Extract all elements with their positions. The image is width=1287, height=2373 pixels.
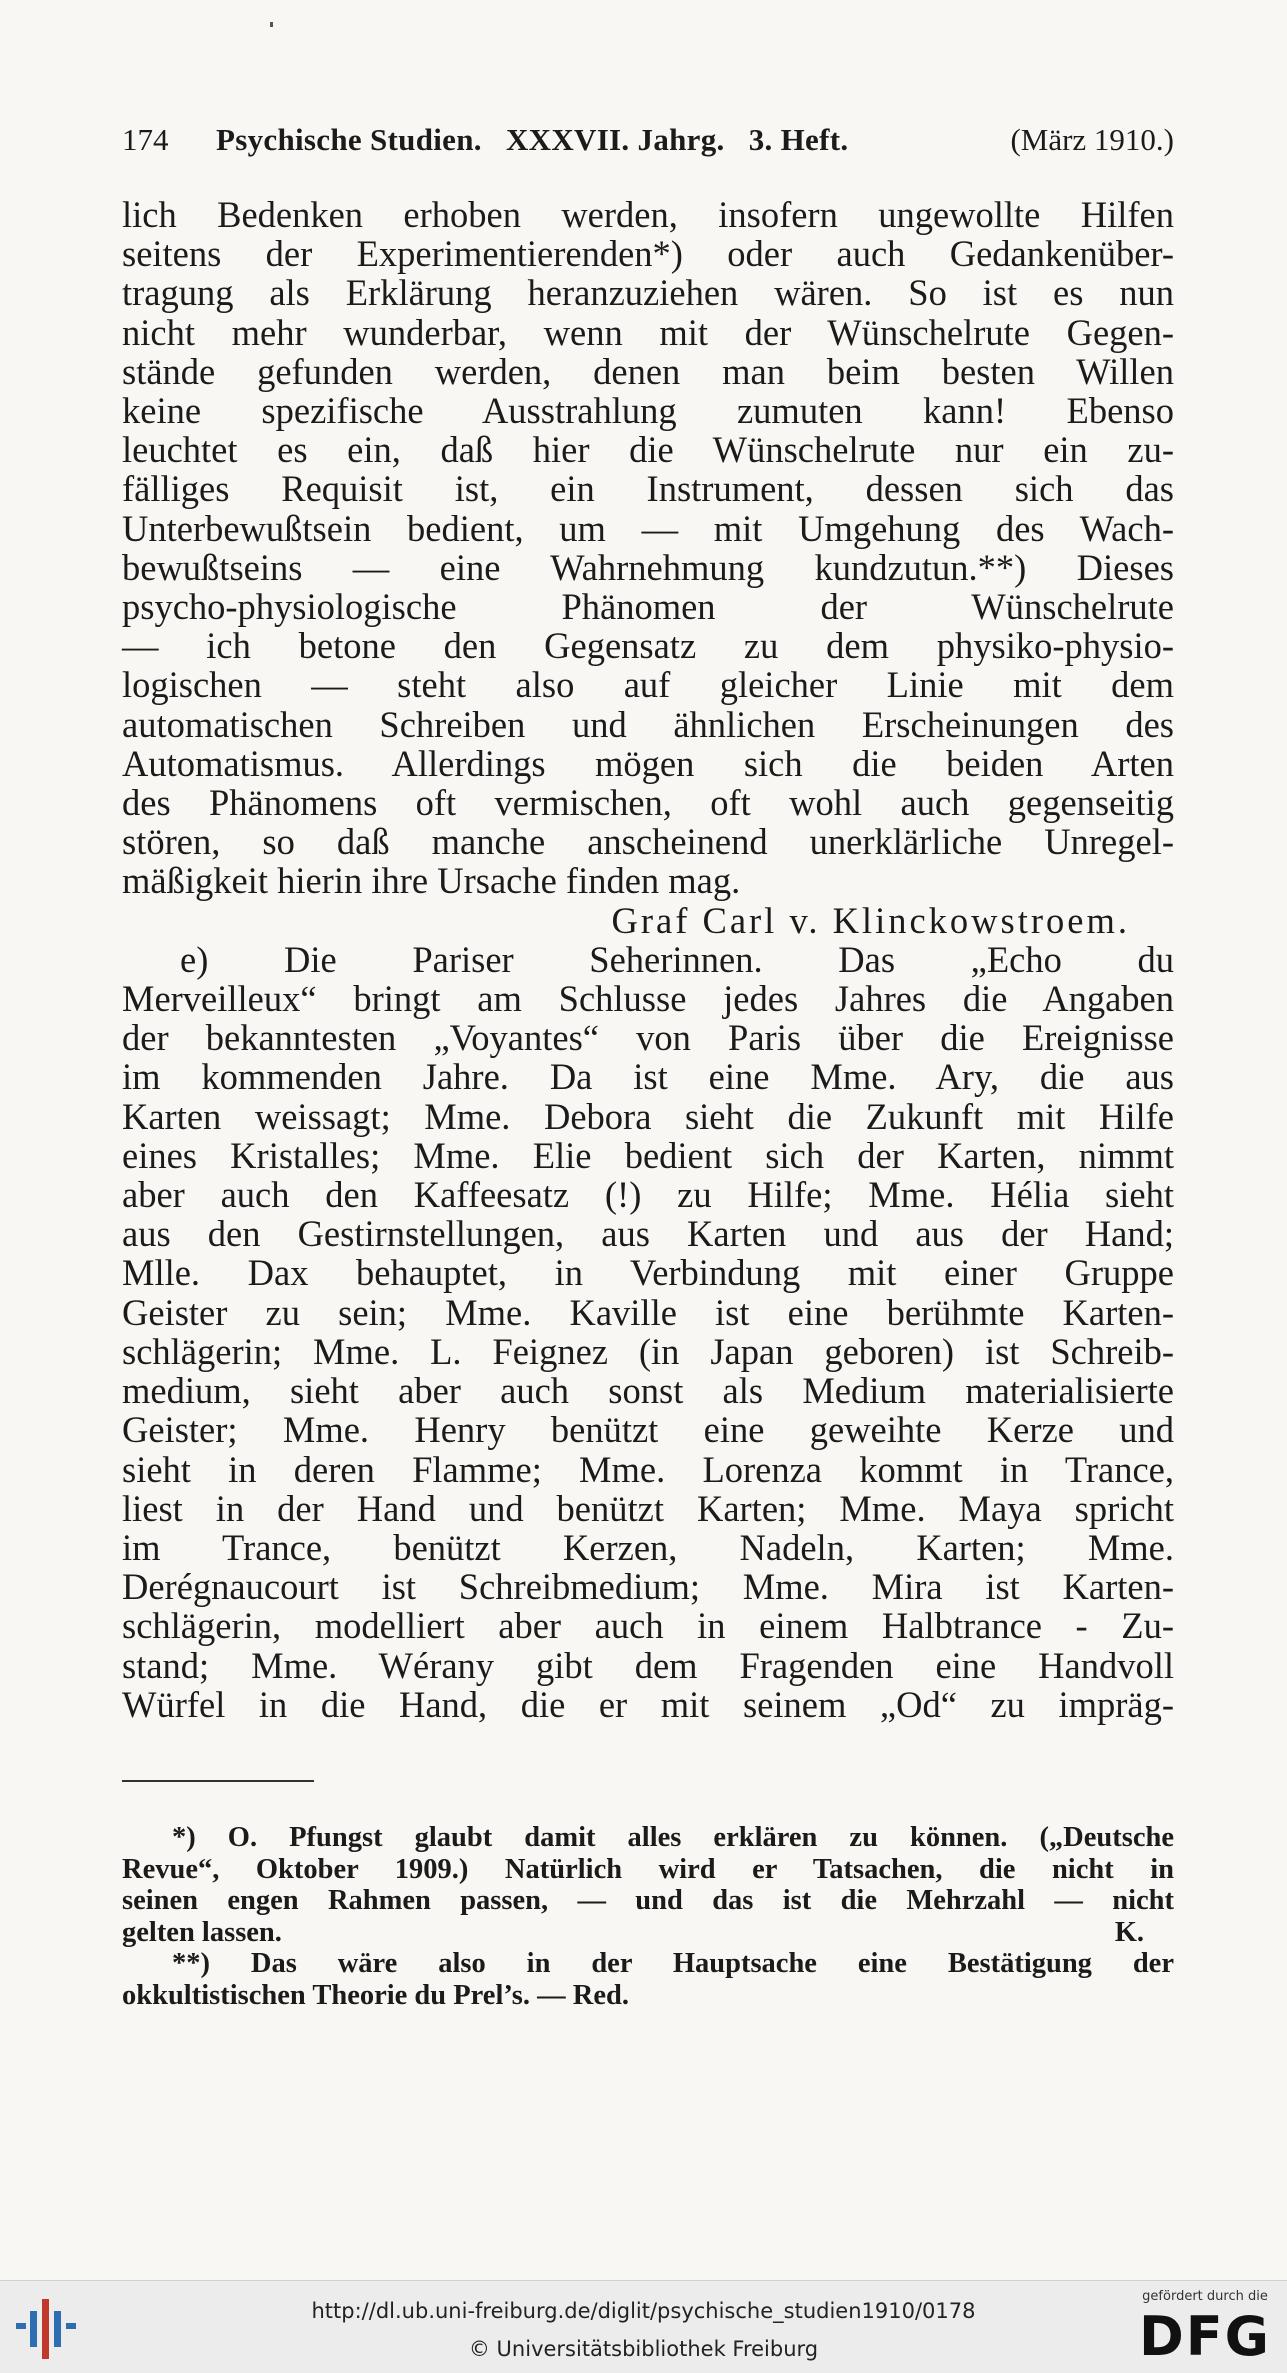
text-line: automatischen Schreiben und ähnlichen Erscheinungen des	[122, 703, 1174, 745]
text-line: — ich betone den Gegensatz zu dem physiko-physio-	[122, 625, 1174, 667]
text-line: Geister zu sein; Mme. Kaville ist eine berühmte Karten-	[122, 1291, 1174, 1333]
text-line: Merveilleux“ bringt am Schlusse jedes Jahres die Angaben	[122, 978, 1174, 1020]
journal-title: Psychische Studien. XXXVII. Jahrg. 3. Heft.	[216, 122, 849, 157]
author-signature: Graf Carl v. Klinckowstroem.	[611, 899, 1130, 941]
text-line: Geister; Mme. Henry benützt eine geweihte Kerze und	[122, 1409, 1174, 1451]
text-line: schlägerin; Mme. L. Feignez (in Japan geboren) ist Schreib-	[122, 1330, 1174, 1372]
text-line: nicht mehr wunderbar, wenn mit der Wünschelrute Gegen-	[122, 311, 1174, 353]
text-line: im Trance, benützt Kerzen, Nadeln, Karten; Mme.	[122, 1526, 1174, 1568]
text-line: medium, sieht aber auch sonst als Medium materialisierte	[122, 1370, 1174, 1412]
text-line: logischen — steht also auf gleicher Linie mit dem	[122, 664, 1174, 706]
text-line: aber auch den Kaffeesatz (!) zu Hilfe; Mme. Hélia sieht	[122, 1174, 1174, 1216]
text-line: Automatismus. Allerdings mögen sich die beiden Arten	[122, 742, 1174, 784]
text-line: tragung als Erklärung heranzuziehen wären. So ist es nun	[122, 272, 1174, 314]
dfg-logo-text: DFG	[1138, 2305, 1272, 2368]
footnote-line: Revue“, Oktober 1909.) Natürlich wird er Tatsachen, die nicht in	[122, 1853, 1174, 1885]
footnote-text: gelten lassen.	[122, 1916, 282, 1948]
footnote-line: **) Das wäre also in der Hauptsache eine Bestätigung der	[172, 1948, 1174, 1979]
text-line: Unterbewußtsein bedient, um — mit Umgehung des Wach-	[122, 507, 1174, 549]
dfg-caption: gefördert durch die	[1142, 2289, 1268, 2304]
text-line: der bekanntesten „Voyantes“ von Paris über die Ereignisse	[122, 1017, 1174, 1059]
text-line: fälliges Requisit ist, ein Instrument, dessen sich das	[122, 468, 1174, 510]
text-line: bewußtseins — eine Wahrnehmung kundzutun.**) Dieses	[122, 546, 1174, 588]
footnote-line: seinen engen Rahmen passen, — und das ist die Mehrzahl — nicht	[122, 1885, 1174, 1916]
text-line: keine spezifische Ausstrahlung zumuten kann! Ebenso	[122, 390, 1174, 432]
text-line: schlägerin, modelliert aber auch in einem Halbtrance - Zu-	[122, 1605, 1174, 1647]
footnote-line: okkultistischen Theorie du Prel’s. — Red.	[122, 1979, 629, 2011]
issue-date: (März 1910.)	[1010, 122, 1174, 157]
text-line: stand; Mme. Wérany gibt dem Fragenden eine Handvoll	[122, 1644, 1174, 1686]
text-line: sieht in deren Flamme; Mme. Lorenza kommt in Trance,	[122, 1448, 1174, 1490]
section-heading-line: e) Die Pariser Seherinnen. Das „Echo du	[180, 938, 1174, 980]
dfg-logo	[1135, 2289, 1275, 2369]
text-line: psycho-physiologische Phänomen der Wünschelrute	[122, 586, 1174, 628]
copyright-text: © Universitätsbibliothek Freiburg	[468, 2337, 819, 2361]
text-line: stände gefunden werden, denen man beim besten Willen	[122, 350, 1174, 392]
main-text	[122, 195, 1174, 1724]
viewer-footer	[0, 2280, 1287, 2373]
text-line: mäßigkeit hierin ihre Ursache finden mag.	[122, 860, 741, 902]
footnote-initial: K.	[1114, 1916, 1144, 1948]
text-line: Mlle. Dax behauptet, in Verbindung mit einer Gruppe	[122, 1252, 1174, 1294]
text-line: aus den Gestirnstellungen, aus Karten und aus der Hand;	[122, 1213, 1174, 1255]
text-line: leuchtet es ein, daß hier die Wünschelrute nur ein zu-	[122, 429, 1174, 471]
text-line: eines Kristalles; Mme. Elie bedient sich der Karten, nimmt	[122, 1134, 1174, 1176]
footnote-line	[122, 1917, 1174, 1949]
text-line: seitens der Experimentierenden*) oder auch Gedankenüber-	[122, 233, 1174, 275]
text-line: des Phänomens oft vermischen, oft wohl auch gegenseitig	[122, 782, 1174, 824]
footnote-rule	[122, 1780, 314, 1782]
text-line: im kommenden Jahre. Da ist eine Mme. Ary, die aus	[122, 1056, 1174, 1098]
text-line: Würfel in die Hand, die er mit seinem „Od“ zu impräg-	[122, 1683, 1174, 1725]
text-line: Karten weissagt; Mme. Debora sieht die Zukunft mit Hilfe	[122, 1095, 1174, 1137]
text-line: liest in der Hand und benützt Karten; Mme. Maya spricht	[122, 1487, 1174, 1529]
text-line: stören, so daß manche anscheinend unerklärliche Unregel-	[122, 821, 1174, 863]
text-line: Derégnaucourt ist Schreibmedium; Mme. Mira ist Karten-	[122, 1566, 1174, 1608]
text-line: lich Bedenken erhoben werden, insofern ungewollte Hilfen	[122, 194, 1174, 235]
document-url-link[interactable]: http://dl.ub.uni-freiburg.de/diglit/psychische_studien1910/0178	[311, 2299, 976, 2323]
speck	[270, 22, 273, 27]
page-number: 174	[122, 122, 169, 157]
footnotes	[122, 1822, 1174, 2011]
footnote-line: *) O. Pfungst glaubt damit alles erklären zu können. („Deutsche	[172, 1822, 1174, 1853]
